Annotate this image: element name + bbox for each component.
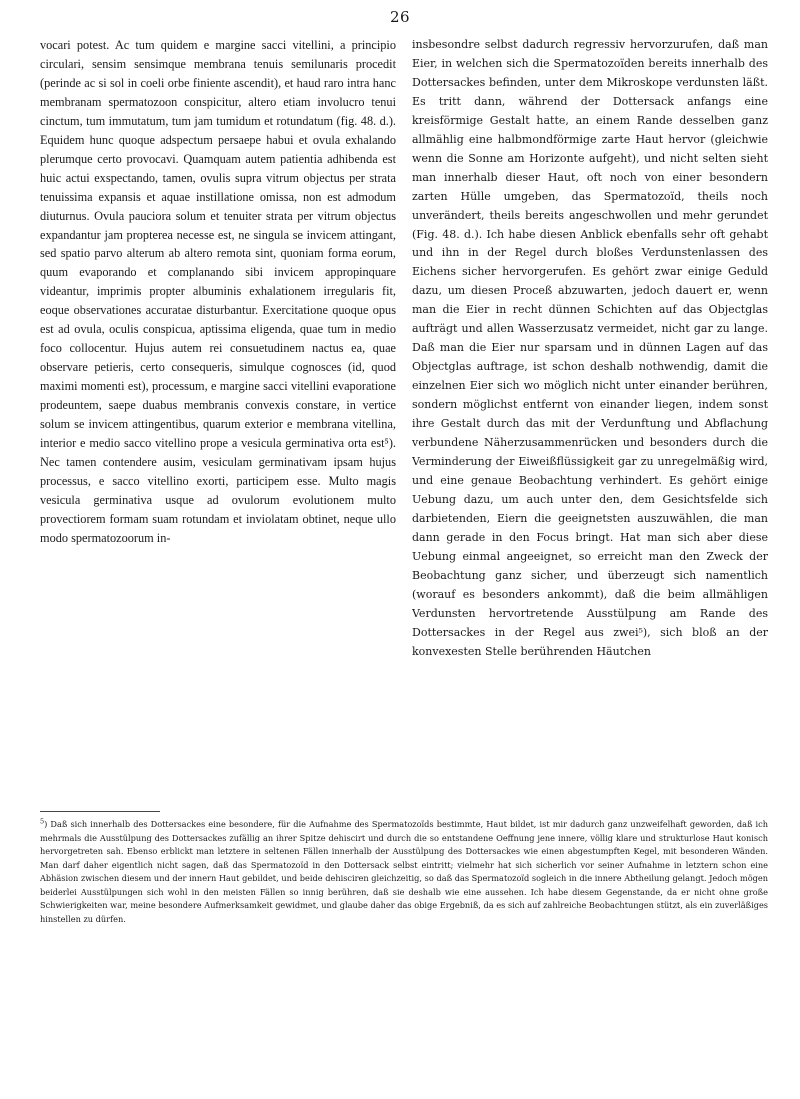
- footnote: [40, 818, 768, 1088]
- latin-text-column: vocari potest. Ac tum quidem e margine sacci vitellini, a principio circulari, sensim sensimque membrana tenuis semilunaris procedit (perinde ac si sol in coeli orbe finiente ascendit), et haud raro intra hanc membranam spermatozoon conspicitur, altero etiam involucro tenui cinctum, tum immutatum, tum jam tumidum et rotundatum (fig. 48. d.). Equidem hunc quoque adspectum persaepe habui et ovula exhalando plerumque certo provocavi. Quamquam autem patientia adhibenda est huic actui exspectando, tamen, ovulis supra vitrum objectus per strata tenuissima expansis et aquae instillatione omissa, non est admodum diuturnus. Ovula pauciora solum et tenuiter strata per vitrum objectus expandantur jam propterea necesse est, ne singula se invicem attingant, sed spatio parvo alterum ab altero remota sint, quoniam forma eorum, quum evaporando et complanando sibi invicem appropinquare videantur, imprimis propter albuminis exhalationem irregularis fit, eoque observationes accuratae disturbantur. Exercitatione quoque opus est ad ovula, oculis conspicua, aptissima eligenda, quae tum in medio foco collocentur. Hujus autem rei consuetudinem nactus ea, quae observare petieris, certo consequeris, simulque cognosces (id, quod maximi momenti est), processum, e margine sacci vitellini evaporatione prodeuntem, saepe duabus membranis convexis constare, in vertice solum se invicem attingentibus, quarum exterior e membrana vitellina, interior e medio sacco vitellino prope a vesicula germinativa orta est⁵). Nec tamen contendere ausim, vesiculam germinativam ipsam hujus processus, e sacco vitellino exorti, participem esse. Multo magis vesicula germinativa usque ad ovulorum evolutionem multo provectiorem formam suam rotundam et inviolatam obtinet, neque ullo modo spermatozoorum in-: [40, 38, 396, 545]
- german-text-column: insbesondre selbst dadurch regressiv hervorzurufen, daß man Eier, in welchen sich die Spermatozoïden bereits innerhalb des Dottersackes befinden, unter dem Mikroskope verdunsten läßt. Es tritt dann, während der Dottersack anfangs eine kreisförmige Gestalt hatte, an einem Rande desselben ganz allmählig eine halbmondförmige zarte Haut hervor (gleichwie wenn die Sonne am Horizonte aufgeht), und nicht selten sieht man innerhalb dieser Haut, oft noch von einer besondern zarten Hülle umgeben, das Spermatozoïd, theils noch unverändert, theils bereits angeschwollen und mehr gerundet (Fig. 48. d.). Ich habe diesen Anblick ebenfalls sehr oft gehabt und ihn in der Regel durch bloßes Verdunstenlassen des Eichens sicher hervorgerufen. Es gehört zwar einige Geduld dazu, um diesen Proceß abzuwarten, jedoch dauert er, wenn man die Eier in recht dünnen Schichten auf das Objectglas aufträgt und allen Wasserzusatz vermeidet, nicht gar zu lange. Daß man die Eier nur sparsam und in dünnen Lagen auf das Objectglas auftrage, ist schon deshalb nothwendig, damit die einzelnen Eier sich wo möglich nicht unter einander berühren, sondern möglichst entfernt von einander liegen, indem sonst ihre Gestalt durch das mit der Verdunftung und Abflachung verbundene Näherzusammenrücken und besonders durch die Verminderung der Eiweißflüssigkeit gar zu unregelmäßig wird, und eine genaue Beobachtung verhindert. Es gehört einige Uebung dazu, um auch unter den, dem Gesichtsfelde sich darbietenden, Eiern die geeignetsten auszuwählen, die man dann gerade in den Focus bringt. Hat man sich aber diese Uebung einmal angeeignet, so erreicht man den Zweck der Beobachtung ganz sicher, und überzeugt sich namentlich (worauf es besonders ankommt), daß die beim allmähligen Verdunsten hervortretende Ausstülpung am Rande des Dottersackes in der Regel aus zwei⁵), sich bloß an der konvexesten Stelle berührenden Häutchen: [412, 38, 768, 658]
- footnote-separator: [40, 811, 160, 812]
- footnote-mark: 5: [40, 818, 45, 826]
- footnote-text: ) Daß sich innerhalb des Dottersackes eine besondere, für die Aufnahme des Spermatozoïds bestimmte, Haut bildet, ist mir dadurch ganz unzweifelhaft geworden, daß ich mehrmals die Ausstülpung des Dottersackes zufällig an ihrer Spitze dehiscirt und durch die so entstandene Oeffnung jene innere, völlig klare und strukturlose Haut konisch hervorgetreten sah. Ebenso erblickt man letztere in seltenen Fällen innerhalb der Ausstülpung des Dottersackes wie einen abgestumpften Kegel, mit besonderen Wänden. Man darf daher eigentlich nicht sagen, daß das Spermatozoïd in den Dottersack selbst eintritt; vielmehr hat sich sicherlich vor seiner Aufnahme in letztern schon eine Abhäsion zwischen diesem und der innern Haut gebildet, und beide dehisciren gleichzeitig, so daß das Spermatozoïd sogleich in die innere Abtheilung gelangt. Jedoch mögen beiderlei Ausstülpungen sich wohl in den meisten Fällen so innig berühren, daß sie deshalb wie eine aussehen. Ich habe diesem Gegenstande, da er nicht ohne große Schwierigkeiten war, meine besondere Aufmerksamkeit gewidmet, und glaube daher das obige Ergebniß, da es sich auf zahlreiche Beobachtungen stützt, als ein zuverläßiges hinstellen zu dürfen.: [40, 819, 768, 924]
- page-number: 26: [389, 8, 411, 26]
